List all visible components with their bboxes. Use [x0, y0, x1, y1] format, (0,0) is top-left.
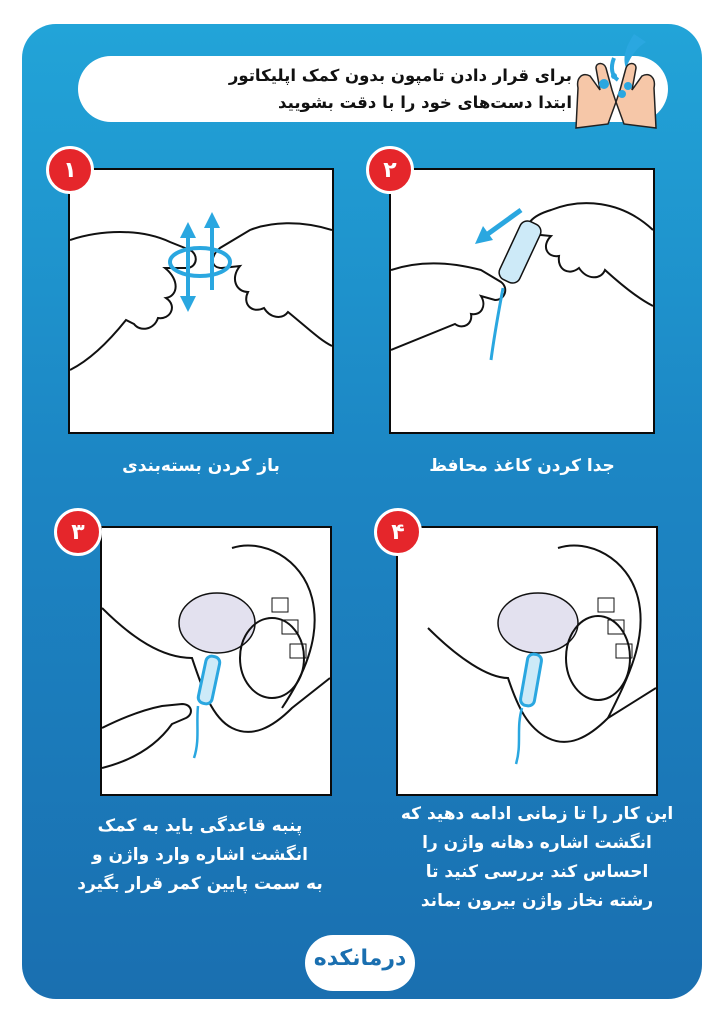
step-4-caption-line-1: این کار را تا زمانی ادامه دهید که [400, 804, 674, 824]
step-1-caption: باز کردن بسته‌بندی [122, 456, 280, 476]
step-4-badge: ۴ [374, 508, 422, 556]
step-4-caption [372, 800, 702, 916]
header-text [212, 62, 572, 116]
tampon-icon [497, 218, 544, 285]
step-1-panel [68, 168, 334, 434]
step-4-caption-line-2: انگشت اشاره دهانه واژن را [422, 833, 652, 853]
step-4-caption-line-3: احساس کند بررسی کنید تا [425, 862, 649, 882]
step-2-panel [389, 168, 655, 434]
step-3-caption [40, 812, 360, 899]
step-2-caption: جدا کردن کاغذ محافظ [429, 456, 615, 476]
hand-washing-icon [556, 28, 676, 138]
step-3-badge: ۳ [54, 508, 102, 556]
step-2-badge: ۲ [366, 146, 414, 194]
step-4-caption-line-4: رشته نخاز واژن بیرون بماند [420, 891, 654, 911]
step-1-badge: ۱ [46, 146, 94, 194]
step-3-caption-line-2: انگشت اشاره وارد واژن و [92, 845, 308, 865]
step-3-caption-line-1: پنبه قاعدگی باید به کمک [97, 816, 303, 836]
header-line-2: ابتدا دست‌های خود را با دقت بشویید [278, 93, 572, 112]
step-4-panel [396, 526, 658, 796]
header-line-1: برای قرار دادن تامپون بدون کمک اپلیکاتور [228, 66, 572, 85]
step-3-panel [100, 526, 332, 796]
step-3-caption-line-3: به سمت پایین کمر قرار بگیرد [77, 874, 323, 894]
logo: درمانکده [313, 946, 407, 971]
